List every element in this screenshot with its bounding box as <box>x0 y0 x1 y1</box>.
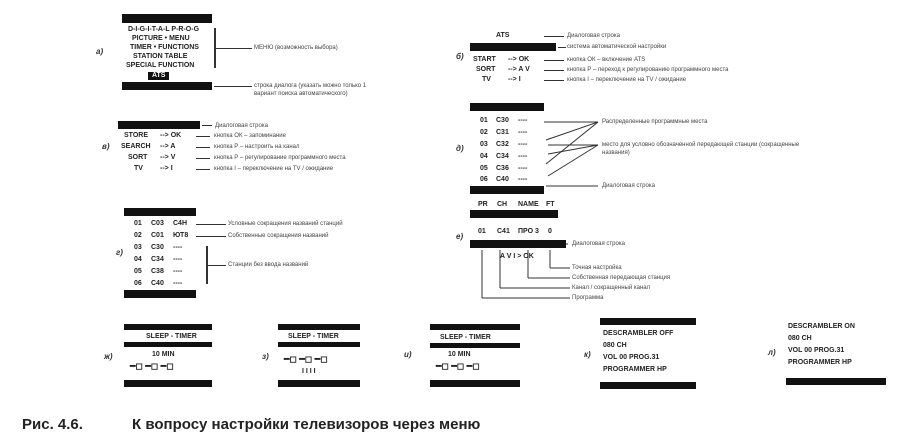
desc-label: к) <box>584 350 591 359</box>
program-num: 02 <box>480 129 488 136</box>
menu-note: МЕНЮ (возможность выбора) <box>254 45 338 51</box>
ats-action: --> I <box>508 76 521 83</box>
program-channel: C30 <box>496 117 509 124</box>
program-num: 05 <box>480 165 488 172</box>
desc-line: 080 CH <box>788 335 812 342</box>
program-table-bottom-bar <box>470 186 544 194</box>
station-note: Станции без ввода названий <box>228 262 309 268</box>
dialog-key: TV <box>134 165 143 172</box>
desc-line: DESCRAMBLER OFF <box>603 330 674 337</box>
leader-line <box>196 136 210 137</box>
dialog-note: кнопка Р – регулирование программного места <box>214 155 346 161</box>
program-name: ---- <box>518 141 528 148</box>
program-note: Диалоговая строка <box>602 183 655 189</box>
program-channel: C32 <box>496 141 509 148</box>
tune-note: Точная настройка <box>572 265 622 271</box>
station-num: 02 <box>134 232 142 239</box>
timer-top-bar <box>124 324 212 330</box>
figure-number: Рис. 4.6. <box>22 416 83 433</box>
timer-slider-icons: ━◻ ━◻ ━◻ <box>436 361 480 371</box>
station-num: 04 <box>134 256 142 263</box>
figure-caption: К вопросу настройки телевизоров через меню <box>132 416 481 433</box>
desc-bottom-bar <box>600 382 696 389</box>
dialog-note: строка диалога (указать можно только 1 вариант поиска автоматического) <box>254 83 367 97</box>
leader-line <box>546 122 598 164</box>
program-num: 06 <box>480 176 488 183</box>
menu-item: D-I-G-I-T-A-L P-R-O-G <box>128 26 200 33</box>
station-name: ---- <box>173 268 183 275</box>
ats-action: --> A V <box>508 66 530 73</box>
dialog-bar <box>118 121 200 129</box>
timer-value: 10 MIN <box>152 351 175 358</box>
panel-b-label: б) <box>456 52 464 61</box>
menu-item: SPECIAL FUNCTION <box>126 62 195 69</box>
panel-c-label: в) <box>102 142 110 151</box>
tune-value: 01 <box>478 228 486 235</box>
dialog-note: кнопка ОК – запоминание <box>214 133 286 139</box>
station-name: ---- <box>173 244 183 251</box>
station-channel: C03 <box>151 220 164 227</box>
program-note: Распределенные программные места <box>602 119 708 125</box>
program-num: 03 <box>480 141 488 148</box>
station-num: 03 <box>134 244 142 251</box>
station-note: Условные сокращения названий станций <box>228 221 343 227</box>
station-num: 06 <box>134 280 142 287</box>
desc-line: VOL 00 PROG.31 <box>603 354 660 361</box>
station-note: Собственные сокращения названий <box>228 233 329 239</box>
timer-title: SLEEP - TIMER <box>146 333 197 340</box>
desc-label: л) <box>768 348 776 357</box>
leader-line <box>196 158 210 159</box>
station-table-bottom-bar <box>124 290 196 298</box>
program-num: 04 <box>480 153 488 160</box>
leader-line <box>544 36 564 37</box>
program-name: ---- <box>518 165 528 172</box>
program-name: ---- <box>518 117 528 124</box>
station-channel: C34 <box>151 256 164 263</box>
program-channel: C36 <box>496 165 509 172</box>
leader-line <box>202 125 212 126</box>
tune-note: Собственная передающая станция <box>572 275 671 281</box>
ats-note: система автоматической настройки <box>567 44 667 50</box>
timer-label: ж) <box>104 352 113 361</box>
panel-a-label: а) <box>96 47 104 56</box>
dialog-note: кнопка Р – настроить на канал <box>214 144 300 150</box>
program-channel: C31 <box>496 129 509 136</box>
leader-line <box>544 80 564 81</box>
dialog-heading: Диалоговая строка <box>215 123 268 129</box>
tune-note: Канал / сокращенный канал <box>572 285 651 291</box>
desc-top-bar <box>600 318 696 325</box>
station-channel: C30 <box>151 244 164 251</box>
timer-bar <box>430 343 520 348</box>
tune-keys: A V I > OK <box>500 253 534 260</box>
menu-item: PICTURE • MENU <box>132 35 190 42</box>
menu-selected-ats: ATS <box>148 72 169 80</box>
desc-line: 080 CH <box>603 342 627 349</box>
timer-label: и) <box>404 350 412 359</box>
panel-e-label: д) <box>456 144 464 153</box>
tune-value: C41 <box>497 228 510 235</box>
desc-line: VOL 00 PROG.31 <box>788 347 845 354</box>
dialog-action: --> V <box>160 154 176 161</box>
station-channel: C38 <box>151 268 164 275</box>
station-name: C4Н <box>173 220 188 227</box>
col-header: PR <box>478 201 488 208</box>
timer-bottom-bar <box>124 380 212 387</box>
tune-note: Диалоговая строка <box>572 241 625 247</box>
ats-bar <box>470 43 556 51</box>
col-header: NAME <box>518 201 539 208</box>
panel-d-label: г) <box>116 248 123 257</box>
timer-title: SLEEP - TIMER <box>288 333 339 340</box>
ats-note: кнопка ОК – включение ATS <box>567 57 646 63</box>
ats-note: Диалоговая строка <box>567 33 620 39</box>
timer-bottom-bar <box>430 380 520 387</box>
panel-f-label: е) <box>456 232 464 241</box>
tune-value: 0 <box>548 228 552 235</box>
menu-title-bar <box>122 14 212 23</box>
program-name: ---- <box>518 176 528 183</box>
tune-leader-lines <box>478 238 570 304</box>
ats-key: TV <box>482 76 491 83</box>
program-channel: C34 <box>496 153 509 160</box>
timer-bar <box>124 342 212 347</box>
program-leader-lines <box>540 112 600 192</box>
station-channel: C01 <box>151 232 164 239</box>
station-name: ---- <box>173 280 183 287</box>
program-name: ---- <box>518 129 528 136</box>
leader-line <box>196 224 226 225</box>
ats-note: кнопка Р – переход к регулированию программного места <box>567 67 729 73</box>
col-header: CH <box>497 201 508 208</box>
timer-top-bar <box>278 324 360 330</box>
timer-ticks: I I I I <box>302 368 316 375</box>
station-table-top-bar <box>124 208 196 216</box>
tune-value: ПРО 3 <box>518 228 539 235</box>
program-name: ---- <box>518 153 528 160</box>
dialog-key: SEARCH <box>121 143 151 150</box>
col-header: FT <box>546 201 555 208</box>
dialog-key: SORT <box>128 154 148 161</box>
leader-line <box>216 48 252 49</box>
timer-slider-icons: ━◻ ━◻ ━◻ <box>284 354 328 364</box>
dialog-action: --> I <box>160 165 173 172</box>
desc-line: PROGRAMMER HP <box>603 366 667 373</box>
ats-action: --> OK <box>508 56 530 63</box>
ats-key: START <box>473 56 496 63</box>
ats-title: ATS <box>496 32 510 39</box>
timer-bottom-bar <box>278 380 360 387</box>
menu-item: TIMER • FUNCTIONS <box>130 44 199 51</box>
menu-dialog-bar <box>122 82 212 90</box>
tune-top-bar <box>470 210 558 218</box>
station-num: 05 <box>134 268 142 275</box>
station-name: ---- <box>173 256 183 263</box>
dialog-action: --> A <box>160 143 176 150</box>
timer-bar <box>278 342 360 347</box>
tune-note: Программа <box>572 295 604 301</box>
leader-line <box>544 70 564 71</box>
dialog-key: STORE <box>124 132 148 139</box>
timer-label: з) <box>262 352 269 361</box>
menu-item: STATION TABLE <box>133 53 188 60</box>
leader-line <box>558 47 566 48</box>
leader-line <box>544 60 564 61</box>
timer-value: 10 MIN <box>448 351 471 358</box>
ats-note: кнопка I – переключение на TV / ожидание <box>567 77 687 83</box>
desc-bottom-bar <box>786 378 886 385</box>
timer-title: SLEEP - TIMER <box>440 334 491 341</box>
timer-slider-icons: ━◻ ━◻ ━◻ <box>130 361 174 371</box>
timer-top-bar <box>430 324 520 330</box>
leader-line <box>214 86 252 87</box>
leader-line <box>196 169 210 170</box>
desc-line: DESCRAMBLER ON <box>788 323 855 330</box>
dialog-action: --> OK <box>160 132 182 139</box>
station-name: ЮТ8 <box>173 232 189 239</box>
program-num: 01 <box>480 117 488 124</box>
ats-key: SORT <box>476 66 496 73</box>
desc-line: PROGRAMMER HP <box>788 359 852 366</box>
program-table-top-bar <box>470 103 544 111</box>
leader-line <box>196 236 226 237</box>
station-channel: C40 <box>151 280 164 287</box>
program-note: место для условно обозначенной передающей станции (сокращенные названия) <box>602 142 800 156</box>
leader-line <box>546 122 598 140</box>
station-num: 01 <box>134 220 142 227</box>
leader-line <box>208 265 226 266</box>
leader-line <box>196 147 210 148</box>
dialog-note: кнопка I – переключение на TV / ожидание <box>214 166 334 172</box>
program-channel: C40 <box>496 176 509 183</box>
